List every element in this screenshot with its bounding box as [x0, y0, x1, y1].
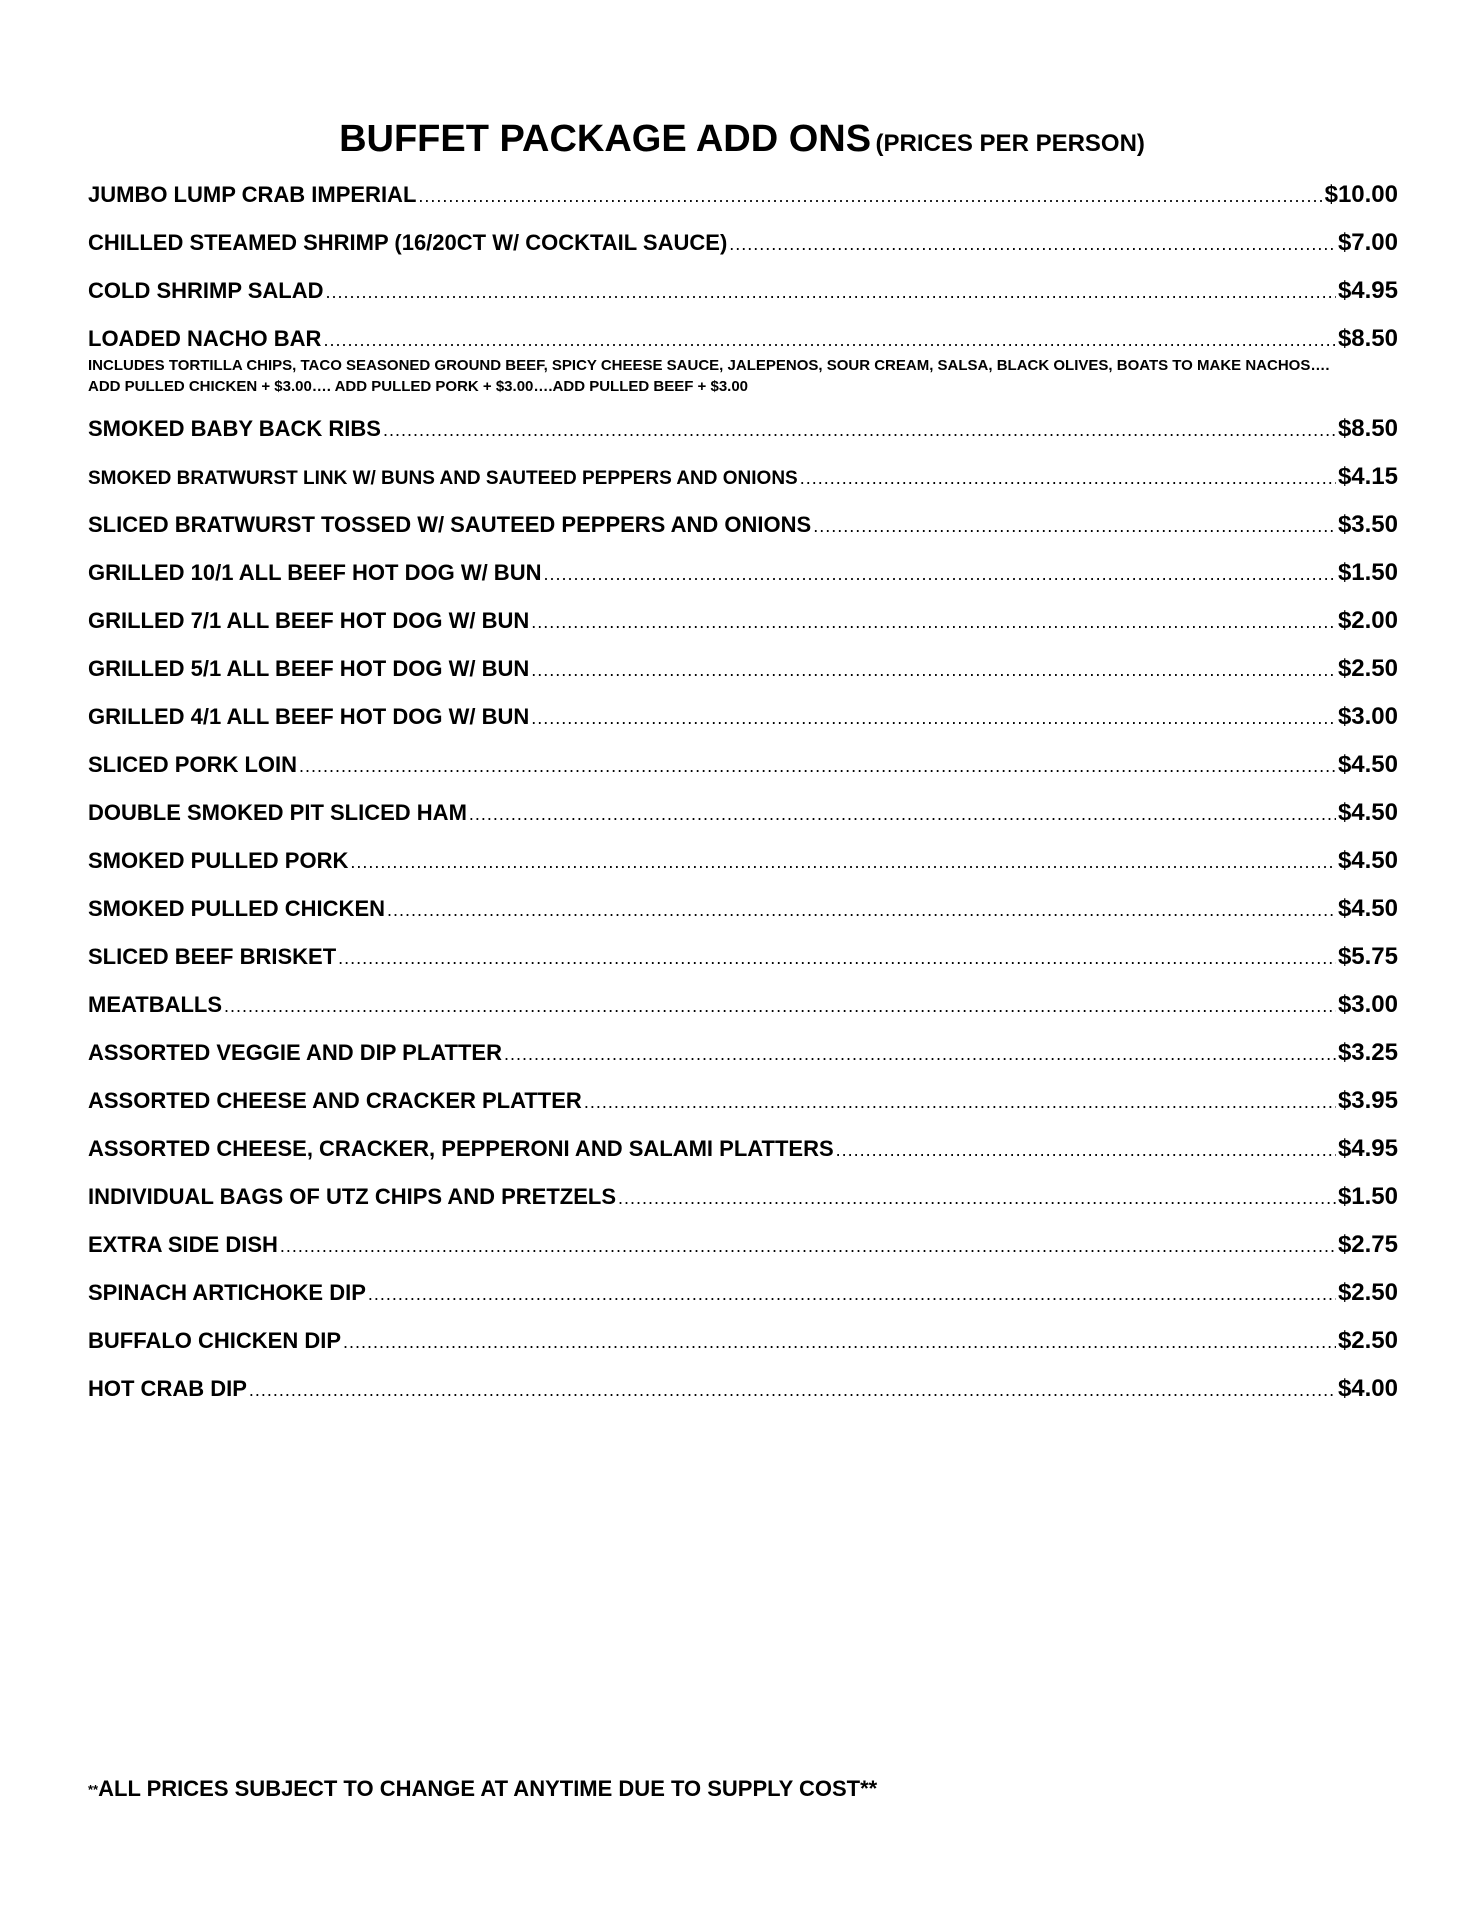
dot-leader	[249, 1373, 1336, 1407]
dot-leader	[531, 605, 1336, 639]
menu-item-name: HOT CRAB DIP	[88, 1376, 247, 1401]
menu-item-name: GRILLED 10/1 ALL BEEF HOT DOG W/ BUN	[88, 560, 542, 585]
menu-item-price: $4.50	[1337, 847, 1398, 874]
menu-item-price: $2.50	[1337, 1279, 1398, 1306]
menu-item-name: SMOKED BABY BACK RIBS	[88, 416, 381, 441]
menu-item-name: COLD SHRIMP SALAD	[88, 278, 324, 303]
menu-item-name: EXTRA SIDE DISH	[88, 1232, 278, 1257]
menu-item	[88, 178, 1398, 226]
menu-item-price: $3.00	[1337, 703, 1398, 730]
dot-leader	[543, 557, 1335, 591]
menu-item-line	[88, 508, 1398, 543]
dot-leader	[350, 845, 1336, 879]
menu-item-price: $8.50	[1337, 325, 1398, 352]
menu-item-line	[88, 460, 1398, 496]
menu-item-name: INDIVIDUAL BAGS OF UTZ CHIPS AND PRETZELS	[88, 1184, 617, 1209]
menu-item-price: $10.00	[1324, 181, 1398, 208]
menu-item-price: $4.00	[1337, 1375, 1398, 1402]
menu-item-name: MEATBALLS	[88, 992, 223, 1017]
menu-item-name: GRILLED 7/1 ALL BEEF HOT DOG W/ BUN	[88, 608, 530, 633]
menu-item-line	[88, 412, 1398, 447]
menu-item-line	[88, 178, 1398, 213]
menu-item-price: $2.75	[1337, 1231, 1398, 1258]
dot-leader	[584, 1085, 1336, 1119]
menu-item-line	[88, 1180, 1398, 1215]
menu-item-line	[88, 1132, 1398, 1167]
menu-item-name: CHILLED STEAMED SHRIMP (16/20CT W/ COCKTAIL SAUCE)	[88, 230, 728, 255]
menu-item-line	[88, 748, 1398, 783]
menu-item-line	[88, 1228, 1398, 1263]
menu-item-price: $4.50	[1337, 751, 1398, 778]
menu-item-description: INCLUDES TORTILLA CHIPS, TACO SEASONED GROUND BEEF, SPICY CHEESE SAUCE, JALEPENOS, SOUR CREAM, SALSA, BLACK OLIVES, BOATS TO MAKE NACHOS…. ADD PULLED CHICKEN + $3.00…. ADD PULLED PORK + $3.00….ADD PULLED BEEF + $3.00	[88, 357, 1330, 395]
menu-item-price: $4.50	[1337, 895, 1398, 922]
menu-item	[88, 556, 1398, 604]
menu-item-name: SMOKED PULLED PORK	[88, 848, 349, 873]
menu-item-name: DOUBLE SMOKED PIT SLICED HAM	[88, 800, 467, 825]
dot-leader	[299, 749, 1336, 783]
menu-item-list	[88, 178, 1398, 1420]
menu-item-name: SLICED PORK LOIN	[88, 752, 298, 777]
dot-leader	[224, 989, 1336, 1023]
menu-item	[88, 274, 1398, 322]
dot-leader	[323, 323, 1335, 357]
menu-item	[88, 226, 1398, 274]
dot-leader	[338, 941, 1336, 975]
menu-item-line	[88, 1276, 1398, 1311]
dot-leader	[618, 1181, 1336, 1215]
dot-leader	[800, 461, 1336, 495]
menu-item	[88, 892, 1398, 940]
menu-item-line	[88, 604, 1398, 639]
menu-item	[88, 1228, 1398, 1276]
page-title-main: BUFFET PACKAGE ADD ONS	[339, 118, 872, 160]
menu-item-name: ASSORTED VEGGIE AND DIP PLATTER	[88, 1040, 502, 1065]
dot-leader	[343, 1325, 1336, 1359]
dot-leader	[418, 179, 1322, 213]
menu-item-line	[88, 988, 1398, 1023]
page-title-subtitle: (PRICES PER PERSON)	[875, 130, 1145, 157]
dot-leader	[469, 797, 1336, 831]
menu-item	[88, 700, 1398, 748]
menu-item	[88, 652, 1398, 700]
dot-leader	[368, 1277, 1336, 1311]
menu-item-price: $4.95	[1337, 1135, 1398, 1162]
dot-leader	[383, 413, 1336, 447]
menu-item	[88, 1372, 1398, 1420]
menu-item-price: $3.50	[1337, 511, 1398, 538]
menu-item	[88, 1276, 1398, 1324]
menu-item-price: $1.50	[1337, 559, 1398, 586]
dot-leader	[531, 653, 1336, 687]
menu-item-price: $7.00	[1337, 229, 1398, 256]
dot-leader	[729, 227, 1336, 261]
menu-item	[88, 796, 1398, 844]
dot-leader	[326, 275, 1336, 309]
menu-item-line	[88, 700, 1398, 735]
menu-item	[88, 508, 1398, 556]
menu-item	[88, 1084, 1398, 1132]
menu-item-line	[88, 1084, 1398, 1119]
menu-item-price: $4.95	[1337, 277, 1398, 304]
menu-item-line	[88, 652, 1398, 687]
menu-item-name: GRILLED 5/1 ALL BEEF HOT DOG W/ BUN	[88, 656, 530, 681]
menu-item-name: SMOKED BRATWURST LINK W/ BUNS AND SAUTEED PEPPERS AND ONIONS	[88, 468, 798, 489]
dot-leader	[504, 1037, 1336, 1071]
menu-item-line	[88, 940, 1398, 975]
menu-item	[88, 1036, 1398, 1084]
menu-item	[88, 460, 1398, 508]
menu-item-name: ASSORTED CHEESE, CRACKER, PEPPERONI AND SALAMI PLATTERS	[88, 1136, 834, 1161]
menu-item-price: $3.25	[1337, 1039, 1398, 1066]
menu-item-price: $2.50	[1337, 1327, 1398, 1354]
menu-item-name: ASSORTED CHEESE AND CRACKER PLATTER	[88, 1088, 582, 1113]
menu-item-line	[88, 1036, 1398, 1071]
disclaimer-text: ALL PRICES SUBJECT TO CHANGE AT ANYTIME DUE TO SUPPLY COST**	[98, 1776, 878, 1801]
menu-item-name: SLICED BRATWURST TOSSED W/ SAUTEED PEPPERS AND ONIONS	[88, 512, 812, 537]
dot-leader	[280, 1229, 1336, 1263]
menu-item-name: LOADED NACHO BAR	[88, 326, 322, 351]
menu-item-name: GRILLED 4/1 ALL BEEF HOT DOG W/ BUN	[88, 704, 530, 729]
menu-item-price: $1.50	[1337, 1183, 1398, 1210]
menu-item-price: $8.50	[1337, 415, 1398, 442]
menu-item	[88, 322, 1398, 412]
menu-item-line	[88, 556, 1398, 591]
menu-item-price: $2.50	[1337, 655, 1398, 682]
menu-item-name: SLICED BEEF BRISKET	[88, 944, 337, 969]
menu-item-line	[88, 1324, 1398, 1359]
page-title	[0, 118, 1484, 161]
menu-item	[88, 940, 1398, 988]
menu-item-name: BUFFALO CHICKEN DIP	[88, 1328, 341, 1353]
menu-item-price: $4.15	[1337, 463, 1398, 490]
menu-item	[88, 1180, 1398, 1228]
menu-item-name: SPINACH ARTICHOKE DIP	[88, 1280, 366, 1305]
menu-item	[88, 412, 1398, 460]
price-disclaimer	[88, 1776, 877, 1802]
menu-item-name: SMOKED PULLED CHICKEN	[88, 896, 386, 921]
menu-item	[88, 1324, 1398, 1372]
menu-item-name: JUMBO LUMP CRAB IMPERIAL	[88, 182, 417, 207]
menu-item-line	[88, 844, 1398, 879]
menu-item-line	[88, 226, 1398, 261]
menu-item-price: $3.95	[1337, 1087, 1398, 1114]
menu-item	[88, 988, 1398, 1036]
menu-item-line	[88, 1372, 1398, 1407]
dot-leader	[836, 1133, 1336, 1167]
menu-item-price: $5.75	[1337, 943, 1398, 970]
menu-item	[88, 844, 1398, 892]
menu-item-line	[88, 274, 1398, 309]
menu-item-price: $2.00	[1337, 607, 1398, 634]
menu-item	[88, 1132, 1398, 1180]
dot-leader	[387, 893, 1336, 927]
menu-item-line	[88, 322, 1398, 357]
menu-item-line	[88, 796, 1398, 831]
disclaimer-stars: **	[88, 1782, 99, 1797]
menu-item-line	[88, 892, 1398, 927]
dot-leader	[813, 509, 1336, 543]
dot-leader	[531, 701, 1336, 735]
menu-item-price: $4.50	[1337, 799, 1398, 826]
menu-item-price: $3.00	[1337, 991, 1398, 1018]
menu-item	[88, 604, 1398, 652]
menu-item	[88, 748, 1398, 796]
